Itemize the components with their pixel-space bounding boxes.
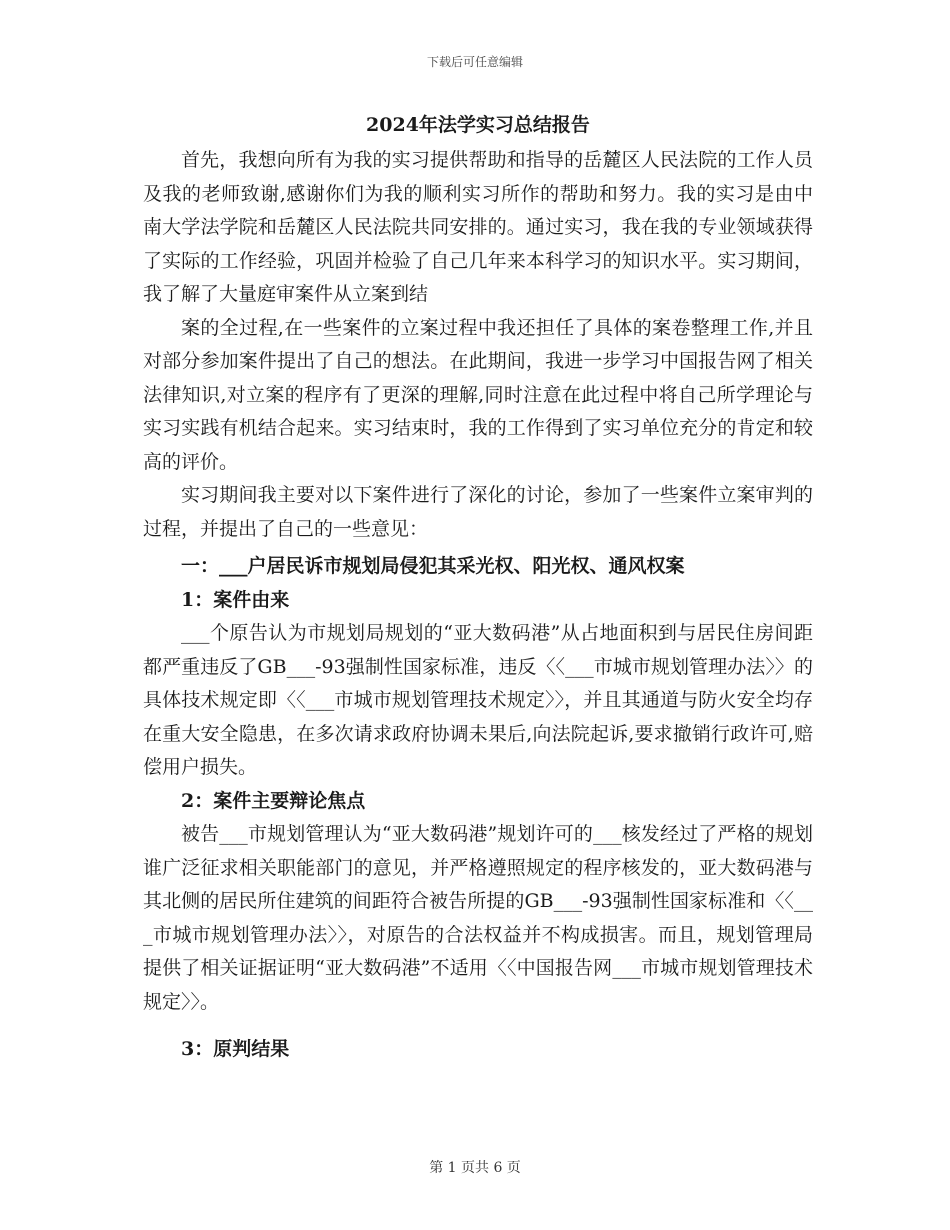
page-footer: 第 1 页共 6 页	[429, 1160, 521, 1176]
paragraph-intro: 首先，我想向所有为我的实习提供帮助和指导的岳麓区人民法院的工作人员及我的老师致谢,感谢你们为我的顺利实习所作的帮助和努力。我的实习是由中南大学法学院和岳麓区人民法院共同安排的。通过实习，我在我的专业领域获得了实际的工作经验，巩固并检验了自己几年来本科学习的知识水平。实习期间，我了解了大量庭审案件从立案到结	[143, 149, 813, 305]
section1-heading: 1：案件由来	[181, 588, 290, 611]
section3-heading: 3：原判结果	[181, 1038, 290, 1060]
document-body	[143, 106, 813, 1067]
document-title: 2024年法学实习总结报告	[366, 114, 590, 136]
paragraph-cases: 实习期间我主要对以下案件进行了深化的讨论，参加了一些案件立案审判的过程，并提出了自己的一些意见：	[143, 484, 813, 540]
section2-heading: 2：案件主要辩论焦点	[181, 789, 366, 812]
page-header: 下载后可任意编辑	[426, 55, 523, 69]
paragraph-process: 案的全过程,在一些案件的立案过程中我还担任了具体的案卷整理工作,并且对部分参加案件提出了自己的想法。在此期间，我进一步学习中国报告网了相关法律知识,对立案的程序有了更深的理解,同时注意在此过程中将自己所学理论与实习实践有机结合起来。实习结束时，我的工作得到了实习单位充分的肯定和较高的评价。	[143, 316, 813, 473]
section2-text: 被告___市规划管理认为“亚大数码港”规划许可的___核发经过了严格的规划谁广泛征求相关职能部门的意见，并严格遵照规定的程序核发的，亚大数码港与其北侧的居民所住建筑的间距符合被告所提的GB___-93强制性国家标准和〈〈___市城市规划管理办法〉〉，对原告的合法权益并不构成损害。而且，规划管理局提供了相关证据证明“亚大数码港”不适用〈〈中国报告网___市城市规划管理技术规定〉〉。	[143, 823, 813, 1013]
case-heading: 一：___户居民诉市规划局侵犯其采光权、阳光权、通风权案	[181, 555, 685, 577]
section1-text: ___个原告认为市规划局规划的“亚大数码港”从占地面积到与居民住房间距都严重违反了GB___-93强制性国家标准，违反〈〈___市城市规划管理办法〉〉的具体技术规定即〈〈___市城市规划管理技术规定〉〉，并且其通道与防火安全均存在重大安全隐患，在多次请求政府协调未果后,向法院起诉,要求撤销行政许可,赔偿用户损失。	[143, 622, 813, 778]
